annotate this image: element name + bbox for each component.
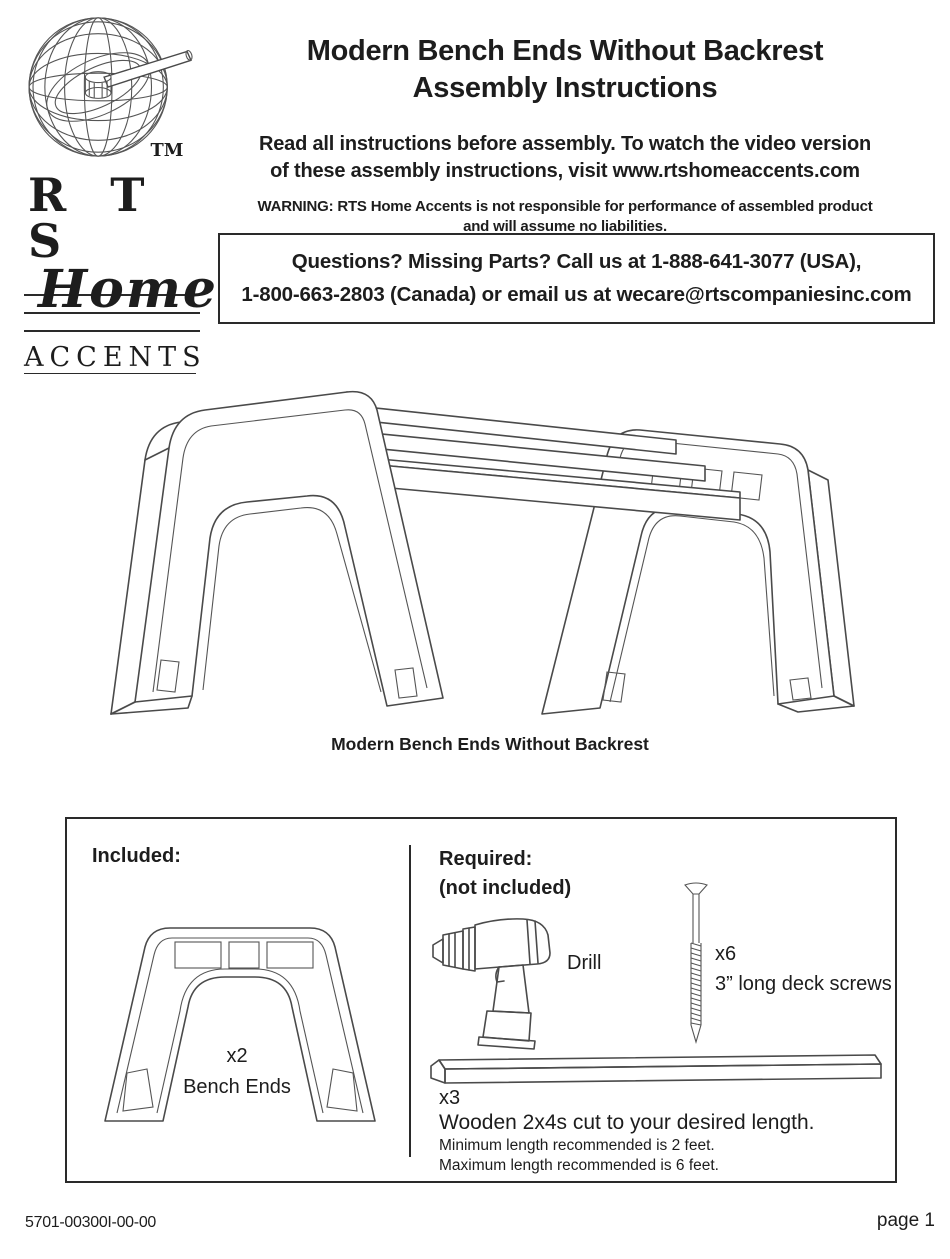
bench-ends-qty: x2 [226,1045,248,1067]
column-divider [409,845,411,1157]
board-2x4-icon [427,1052,885,1084]
logo-text-rts: R T S [28,168,159,268]
page-number: page 1 [876,1210,935,1231]
logo-text-home: Home [38,259,218,320]
logo-text-home-wrap [24,259,218,342]
board-max-note: Maximum length recommended is 6 feet. [439,1157,719,1174]
parts-box [65,817,897,1183]
board-qty: x3 [439,1087,461,1109]
deck-screw-icon [683,877,709,1047]
board-min-note: Minimum length recommended is 2 feet. [439,1137,715,1154]
read-instructions-note [185,131,945,184]
required-heading-line1: Required: [439,848,533,870]
trademark-symbol: TM [150,140,184,162]
included-caption [162,1041,312,1103]
page-title-line2: Assembly Instructions [412,72,718,105]
bench-assembled-illustration [95,362,865,734]
bench-ends-label: Bench Ends [183,1076,291,1098]
logo-rule [24,330,200,332]
read-instructions-line1: Read all instructions before assembly. To watch the video version [259,133,871,156]
figure-caption: Modern Bench Ends Without Backrest [331,734,649,754]
contact-line2: 1-800-663-2803 (Canada) or email us at wecare@rtscompaniesinc.com [241,283,912,306]
screws-label: 3” long deck screws [715,973,892,995]
contact-line1: Questions? Missing Parts? Call us at 1-888-641-3077 (USA), [291,250,862,273]
screws-caption [715,939,892,999]
logo-text-accents: ACCENTS [24,342,207,373]
included-heading: Included: [92,845,181,867]
read-instructions-line2: of these assembly instructions, visit www.rtshomeaccents.com [270,159,860,182]
warning-line1: WARNING: RTS Home Accents is not responsible for performance of assembled product [257,198,873,215]
board-label: Wooden 2x4s cut to your desired length. [439,1111,815,1134]
contact-info-box [218,233,935,324]
drill-label: Drill [567,952,602,974]
header [185,33,945,236]
document-number: 5701-00300I-00-00 [25,1214,157,1231]
warning-note [185,197,945,236]
required-heading [439,845,571,903]
screws-qty: x6 [715,943,737,965]
required-heading-line2: (not included) [439,877,572,899]
page-title-line1: Modern Bench Ends Without Backrest [306,35,824,67]
page-title [185,33,945,107]
drill-icon [427,901,572,1051]
warning-line2: and will assume no liabilities. [463,217,667,235]
globe-axle-icon [16,8,208,166]
